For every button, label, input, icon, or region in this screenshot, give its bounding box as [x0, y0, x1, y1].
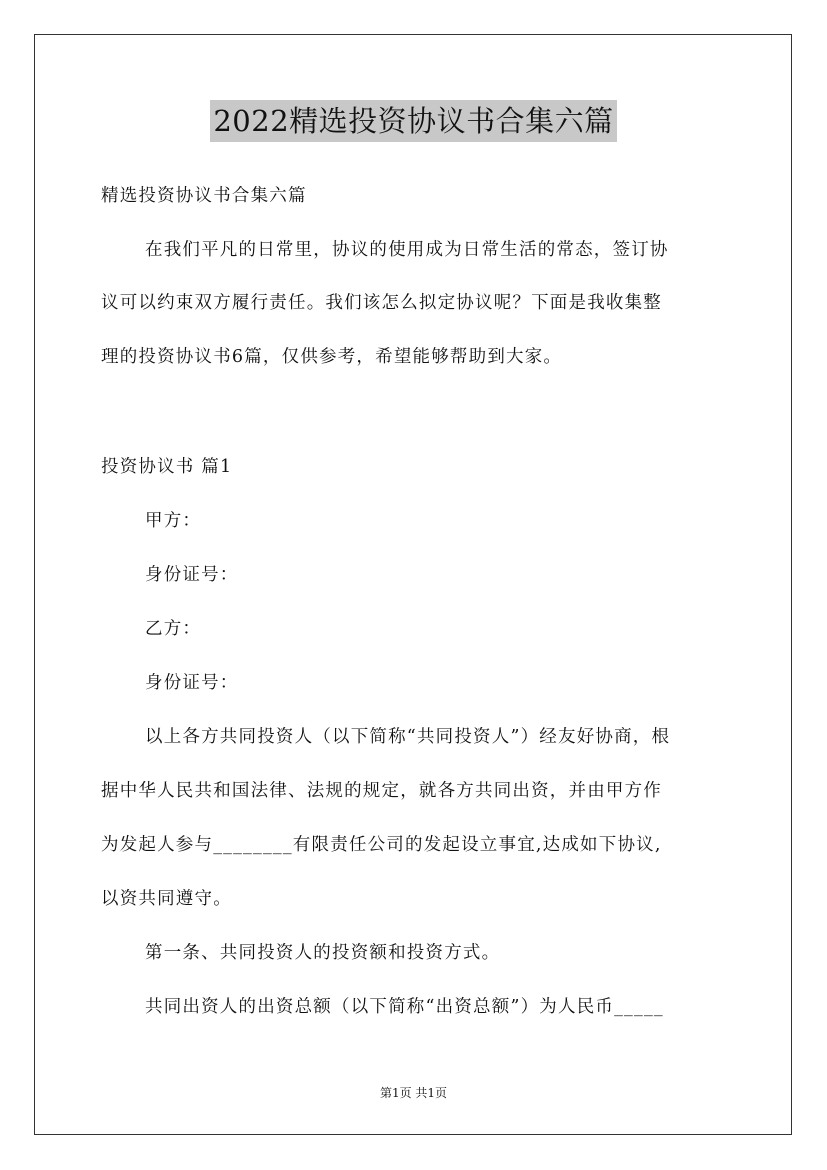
- paragraph-line-4: 以资共同遵守。: [101, 889, 232, 909]
- party-a-label: 甲方：: [145, 511, 202, 531]
- section-heading: 投资协议书 篇1: [101, 457, 233, 477]
- page-footer: 第1页 共1页: [379, 1086, 448, 1100]
- intro-line-3: 理的投资协议书6篇，仅供参考，希望能够帮助到大家。: [101, 347, 563, 367]
- intro-line-1: 在我们平凡的日常里，协议的使用成为日常生活的常态，签订协: [145, 240, 669, 260]
- party-b-label: 乙方：: [145, 619, 202, 639]
- article-1-heading: 第一条、共同投资人的投资额和投资方式。: [145, 943, 501, 963]
- intro-line-2: 议可以约束双方履行责任。我们该怎么拟定协议呢？下面是我收集整: [101, 293, 662, 313]
- title-container: [0, 100, 827, 142]
- paragraph-line-3: 为发起人参与________有限责任公司的发起设立事宜,达成如下协议,: [101, 835, 662, 855]
- paragraph-line-1: 以上各方共同投资人（以下简称“共同投资人”）经友好协商，根: [145, 727, 671, 747]
- article-1-text: 共同出资人的出资总额（以下简称“出资总额”）为人民币_____: [145, 997, 664, 1017]
- id-b-label: 身份证号：: [145, 673, 239, 693]
- paragraph-line-2: 据中华人民共和国法律、法规的规定，就各方共同出资，并由甲方作: [101, 781, 662, 801]
- id-a-label: 身份证号：: [145, 565, 239, 585]
- document-title: 2022精选投资协议书合集六篇: [210, 100, 616, 142]
- document-subtitle: 精选投资协议书合集六篇: [101, 186, 307, 206]
